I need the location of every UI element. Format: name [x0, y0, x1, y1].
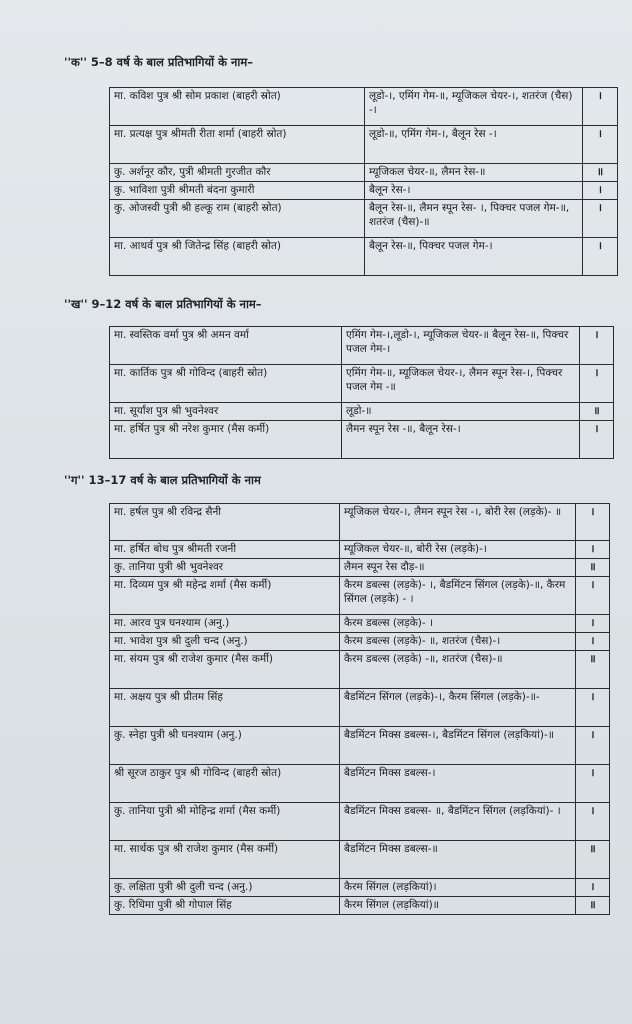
table-row: [110, 403, 614, 421]
section-ga-table: [109, 503, 610, 915]
participant-events: लैमन स्पून रेस -॥, बैलून रेस-।: [342, 421, 580, 459]
participant-rank: ।: [580, 327, 614, 365]
participant-events: बैलून रेस-।: [365, 182, 583, 200]
participant-rank: ।: [576, 765, 610, 803]
participant-events: एमिंग गेम-॥, म्यूजिकल चेयर-।, लैमन स्पून रेस-।, पिक्चर पजल गेम -॥: [342, 365, 580, 403]
participant-events: बैलून रेस-॥, लैमन स्पून रेस- ।, पिक्चर पजल गेम-॥, शतरंज (चैस)-॥: [365, 200, 583, 238]
participant-rank: ।: [576, 727, 610, 765]
participant-rank: ।: [580, 365, 614, 403]
table-row: [110, 88, 618, 126]
table-row: [110, 841, 610, 879]
participant-rank: ।: [576, 504, 610, 541]
participant-rank: ।: [576, 803, 610, 841]
table-row: [110, 879, 610, 897]
participant-events: कैरम डबल्स (लड़के)- ।, बैडमिंटन सिंगल (लड़के)-॥, कैरम सिंगल (लड़के) - ।: [340, 577, 576, 615]
table-row: [110, 504, 610, 541]
participant-rank: ।: [583, 200, 618, 238]
participant-events: कैरम डबल्स (लड़के) -॥, शतरंज (चैस)-॥: [340, 651, 576, 689]
participant-rank: ।: [583, 182, 618, 200]
table-row: [110, 559, 610, 577]
table-row: [110, 200, 618, 238]
participant-name: मा. दिव्यम पुत्र श्री महेन्द्र शर्मा (मैस कर्मी): [110, 577, 340, 615]
participant-name: कु. लक्षिता पुत्री श्री दुली चन्द (अनु.): [110, 879, 340, 897]
participant-rank: ।: [576, 615, 610, 633]
participant-events: लूडो-॥, एमिंग गेम-।, बैलून रेस -।: [365, 126, 583, 164]
table-row: [110, 238, 618, 276]
participant-events: बैडमिंटन मिक्स डबल्स-।: [340, 765, 576, 803]
table-row: [110, 803, 610, 841]
participant-name: मा. आथर्व पुत्र श्री जितेन्द्र सिंह (बाहरी स्रोत): [110, 238, 365, 276]
participant-name: मा. कार्तिक पुत्र श्री गोविन्द (बाहरी स्रोत): [110, 365, 342, 403]
participant-rank: ॥: [576, 897, 610, 915]
participant-rank: ।: [580, 421, 614, 459]
participant-name: मा. भावेश पुत्र श्री दुली चन्द (अनु.): [110, 633, 340, 651]
section-kha-table: [109, 326, 614, 459]
table-row: [110, 689, 610, 727]
participant-rank: ॥: [580, 403, 614, 421]
participant-rank: ।: [576, 541, 610, 559]
participant-rank: ॥: [576, 651, 610, 689]
table-row: [110, 182, 618, 200]
participant-name: मा. सार्थक पुत्र श्री राजेश कुमार (मैस कर्मी): [110, 841, 340, 879]
table-row: [110, 765, 610, 803]
participant-name: मा. स्वस्तिक वर्मा पुत्र श्री अमन वर्मा: [110, 327, 342, 365]
participant-events: लैमन स्पून रेस दौड़-॥: [340, 559, 576, 577]
participant-events: एमिंग गेम-।,लूडो-।, म्यूजिकल चेयर-॥ बैलून रेस-॥, पिक्चर पजल गेम-।: [342, 327, 580, 365]
table-row: [110, 365, 614, 403]
participant-name: कु. स्नेहा पुत्री श्री घनश्याम (अनु.): [110, 727, 340, 765]
participant-rank: ।: [576, 689, 610, 727]
participant-name: मा. हर्षित बोध पुत्र श्रीमती रजनी: [110, 541, 340, 559]
participant-rank: ।: [583, 238, 618, 276]
participant-name: मा. हर्षित पुत्र श्री नरेश कुमार (मैस कर्मी): [110, 421, 342, 459]
participant-rank: ।: [576, 879, 610, 897]
participant-events: म्यूजिकल चेयर-॥, लैमन रेस-॥: [365, 164, 583, 182]
table-row: [110, 651, 610, 689]
participant-events: बैडमिंटन सिंगल (लड़के)-।, कैरम सिंगल (लड़के)-॥-: [340, 689, 576, 727]
table-row: [110, 541, 610, 559]
participant-events: कैरम सिंगल (लड़कियां)।: [340, 879, 576, 897]
section-ka-table: [109, 87, 618, 276]
participant-events: कैरम डबल्स (लड़के)- ।: [340, 615, 576, 633]
participant-events: बैडमिंटन मिक्स डबल्स-।, बैडमिंटन सिंगल (लड़कियां)-॥: [340, 727, 576, 765]
table-row: [110, 164, 618, 182]
table-row: [110, 126, 618, 164]
participant-events: म्यूजिकल चेयर-।, लैमन स्पून रेस -।, बोरी रेस (लड़के)- ॥: [340, 504, 576, 541]
participant-name: मा. संयम पुत्र श्री राजेश कुमार (मैस कर्मी): [110, 651, 340, 689]
participant-events: कैरम डबल्स (लड़के)- ॥, शतरंज (चैस)-।: [340, 633, 576, 651]
participant-events: बैडमिंटन मिक्स डबल्स- ॥, बैडमिंटन सिंगल (लड़कियां)- ।: [340, 803, 576, 841]
participant-rank: ।: [583, 126, 618, 164]
participant-events: लूडो-॥: [342, 403, 580, 421]
table-row: [110, 633, 610, 651]
participant-rank: ॥: [583, 164, 618, 182]
participant-name: कु. अर्शनूर कौर, पुत्री श्रीमती गुरजीत कौर: [110, 164, 365, 182]
participant-events: बैलून रेस-॥, पिक्चर पजल गेम-।: [365, 238, 583, 276]
table-row: [110, 897, 610, 915]
table-row: [110, 577, 610, 615]
participant-name: श्री सूरज ठाकुर पुत्र श्री गोविन्द (बाहरी स्रोत): [110, 765, 340, 803]
participant-name: मा. प्रत्यक्ष पुत्र श्रीमती रीता शर्मा (बाहरी स्रोत): [110, 126, 365, 164]
table-row: [110, 727, 610, 765]
participant-events: कैरम सिंगल (लड़कियां)॥: [340, 897, 576, 915]
participant-rank: ॥: [576, 559, 610, 577]
participant-name: कु. रिधिमा पुत्री श्री गोपाल सिंह: [110, 897, 340, 915]
participant-name: मा. कविश पुत्र श्री सोम प्रकाश (बाहरी स्रोत): [110, 88, 365, 126]
participant-name: कु. तानिया पुत्री श्री भुवनेश्वर: [110, 559, 340, 577]
table-row: [110, 327, 614, 365]
participant-name: मा. सूर्यांश पुत्र श्री भुवनेश्वर: [110, 403, 342, 421]
table-row: [110, 615, 610, 633]
participant-events: म्यूजिकल चेयर-॥, बोरी रेस (लड़के)-।: [340, 541, 576, 559]
participant-name: कु. भाविशा पुत्री श्रीमती बंदना कुमारी: [110, 182, 365, 200]
participant-name: कु. ओजस्वी पुत्री श्री हल्कू राम (बाहरी स्रोत): [110, 200, 365, 238]
table-row: [110, 421, 614, 459]
participant-name: मा. अक्षय पुत्र श्री प्रीतम सिंह: [110, 689, 340, 727]
participant-events: लूडो-।, एमिंग गेम-॥, म्यूजिकल चेयर-।, शतरंज (चैस) -।: [365, 88, 583, 126]
participant-rank: ।: [576, 633, 610, 651]
section-kha-heading: ''ख'' 9–12 वर्ष के बाल प्रतिभागियों के नाम–: [64, 297, 262, 311]
participant-name: कु. तानिया पुत्री श्री मोहिन्द्र शर्मा (मैस कर्मी): [110, 803, 340, 841]
section-ga-heading: ''ग'' 13–17 वर्ष के बाल प्रतिभागियों के नाम: [64, 473, 261, 487]
participant-name: मा. हर्षल पुत्र श्री रविन्द्र सैनी: [110, 504, 340, 541]
participant-rank: ।: [583, 88, 618, 126]
participant-name: मा. आरव पुत्र घनश्याम (अनु.): [110, 615, 340, 633]
participant-rank: ।: [576, 577, 610, 615]
participant-events: बैडमिंटन मिक्स डबल्स-॥: [340, 841, 576, 879]
participant-rank: ॥: [576, 841, 610, 879]
section-ka-heading: ''क'' 5–8 वर्ष के बाल प्रतिभागियों के नाम–: [64, 55, 253, 69]
